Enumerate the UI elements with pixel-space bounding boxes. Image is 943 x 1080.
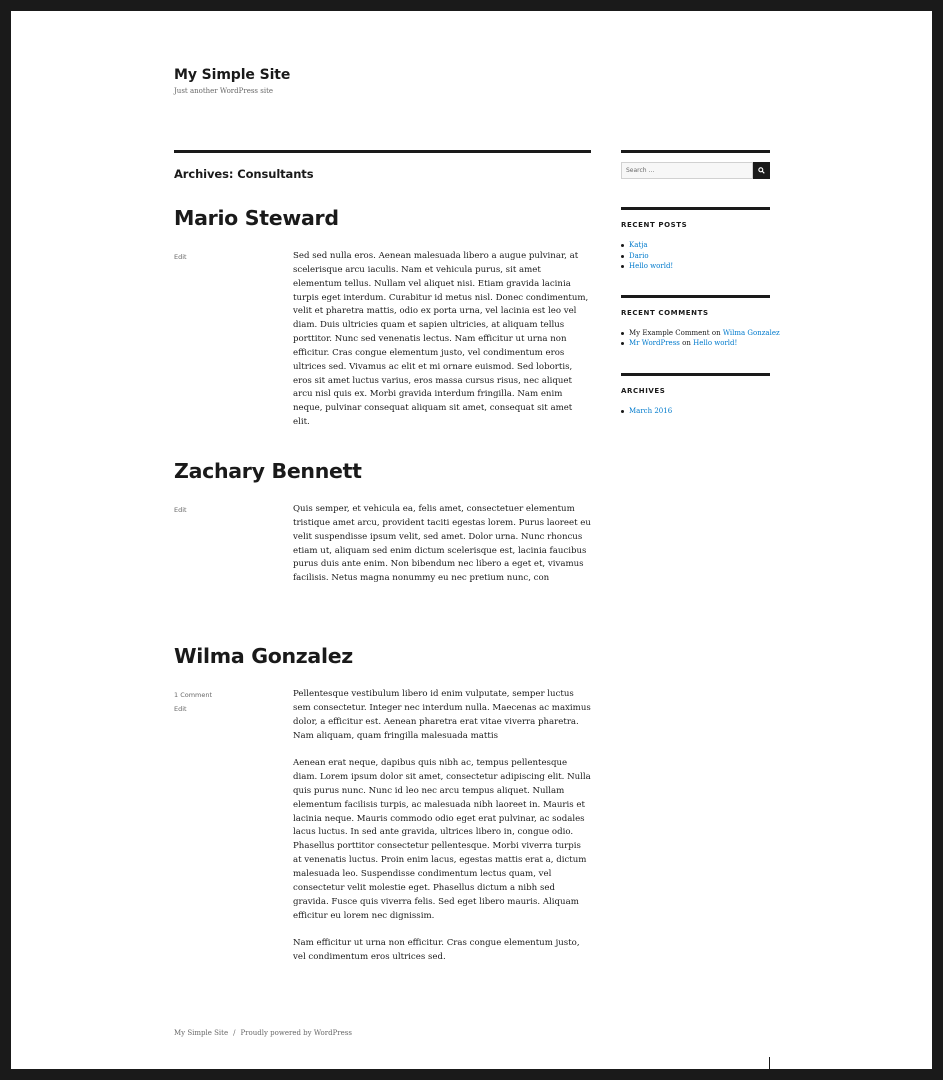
- footer-separator: /: [233, 1029, 236, 1037]
- search-button[interactable]: [753, 162, 770, 179]
- recent-post-link[interactable]: Dario: [629, 251, 649, 260]
- list-item: [621, 251, 770, 262]
- post-title[interactable]: Wilma Gonzalez: [174, 644, 353, 668]
- recent-comments-list: [621, 328, 780, 349]
- edit-link[interactable]: Edit: [174, 253, 187, 261]
- post-meta: [174, 506, 187, 520]
- main-content: [174, 150, 591, 963]
- archives-widget: [621, 373, 770, 417]
- site-description: Just another WordPress site: [174, 87, 274, 95]
- post-paragraph: Nam efficitur ut urna non efficitur. Cras congue elementum justo, vel condimentum eros ultrices sed.: [293, 938, 580, 963]
- edit-link[interactable]: Edit: [174, 705, 187, 713]
- search-widget: [621, 150, 770, 179]
- post-zachary-bennett: [174, 459, 591, 584]
- archive-link[interactable]: March 2016: [629, 406, 673, 415]
- search-form: [621, 162, 770, 179]
- widget-divider: [621, 295, 770, 298]
- post-content: [293, 688, 591, 979]
- recent-post-link[interactable]: Katja: [629, 241, 648, 249]
- site-title[interactable]: My Simple Site: [174, 67, 291, 83]
- recent-comments-widget: [621, 295, 780, 349]
- recent-post-link[interactable]: Hello world!: [629, 262, 674, 270]
- post-paragraph: Sed sed nulla eros. Aenean malesuada libero a augue pulvinar, at scelerisque arcu iaculis. Nam et vehicula purus, sit amet elementum tellus. Nullam vel aliquet nisi. Etiam gravida lacinia turpis eget interdum. Curabitur id metus nisl. Donec condimentum, velit et pharetra mattis, odio ex porta urna, vel lacinia est leo vel diam. Duis ultricies quam et sapien ultricies, at aliquam tellus porttitor. Nunc sed venenatis lectus. Nam efficitur ut urna non efficitur. Cras congue elementum justo, vel condimentum eros ultrices sed. Vivamus ac elit et mi ornare euismod. Sed lobortis, eros sit amet luctus varius, eros massa cursus risus, nec aliquet arcu nisl quis ex. Morbi gravida interdum fringilla. Nam enim neque, pulvinar consequat aliquam sit amet, consequat sit amet elit.: [293, 251, 589, 428]
- comment-author-link[interactable]: Mr WordPress: [629, 339, 680, 347]
- list-item: [621, 240, 770, 251]
- widget-title: RECENT POSTS: [621, 221, 688, 229]
- list-item: [621, 406, 770, 417]
- post-mario-steward: [174, 206, 591, 428]
- widget-title: ARCHIVES: [621, 386, 666, 395]
- list-item: [621, 338, 770, 349]
- sidebar: [621, 150, 780, 416]
- page: [11, 11, 932, 1069]
- comment-author: My Example Comment: [629, 328, 710, 337]
- list-item: [621, 261, 770, 272]
- comment-on: on: [682, 339, 691, 347]
- widget-title: RECENT COMMENTS: [621, 308, 709, 317]
- site-footer: [174, 1029, 352, 1037]
- edit-link[interactable]: Edit: [174, 506, 187, 514]
- post-meta: [174, 691, 212, 719]
- frame-divider: [769, 1057, 770, 1069]
- search-icon: [758, 167, 765, 174]
- search-input[interactable]: Search …: [621, 162, 753, 179]
- comment-on: on: [711, 328, 721, 337]
- footer-powered-by[interactable]: Proudly powered by WordPress: [240, 1029, 352, 1037]
- post-content: [293, 250, 591, 444]
- recent-posts-list: [621, 240, 770, 272]
- footer-site-name[interactable]: My Simple Site: [174, 1029, 229, 1037]
- widget-divider: [621, 150, 770, 153]
- post-title[interactable]: Zachary Bennett: [174, 459, 362, 483]
- post-paragraph: Pellentesque vestibulum libero id enim vulputate, semper luctus sem consectetur. Integer nec interdum nulla. Maecenas ac maximus dolor, a efficitur est. Aenean pharetra erat vitae viverra pharetra. Nam aliquam, quam fringilla malesuada mattis: [293, 689, 591, 741]
- post-paragraph: Quis semper, et vehicula ea, felis amet, consectetuer elementum tristique amet arcu, provident taciti egestas lorem. Purus laoreet eu velit suspendisse ipsum velit, sed amet. Dolor urna. Nunc rhoncus etiam ut, aliquam sed enim dictum scelerisque est, lacinia faucibus purus duis ante enim. Non bibendum nec libero a eget et, vivamus facilisis. Netus magna nonummy eu nec pretium nunc, con: [293, 504, 591, 584]
- post-meta: [174, 253, 187, 267]
- archives-list: [621, 406, 770, 417]
- comment-post-link[interactable]: Wilma Gonzalez: [722, 328, 780, 337]
- post-content: [293, 503, 591, 600]
- recent-posts-widget: [621, 207, 770, 272]
- comments-link[interactable]: 1 Comment: [174, 691, 213, 699]
- post-paragraph: Aenean erat neque, dapibus quis nibh ac, tempus pellentesque diam. Lorem ipsum dolor sit amet, consectetur adipiscing elit. Nulla quis purus nunc. Nunc id leo nec arcu tempus aliquet. Nullam elementum facilisis turpis, ac malesuada nibh laoreet in. Mauris et lacinia neque. Mauris commodo odio eget erat pulvinar, ac sodales lacus luctus. In sed ante gravida, ultrices libero in, congue odio. Phasellus porttitor consectetur pellentesque. Morbi viverra turpis at venenatis luctus. Proin enim lacus, egestas mattis erat a, dictum malesuada leo. Suspendisse condimentum lectus quam, vel consectetur velit molestie eget. Phasellus dictum a nibh sed gravida. Fusce quis viverra felis. Sed eget libero mauris. Aliquam efficitur eu lorem nec dignissim.: [293, 758, 591, 921]
- post-title[interactable]: Mario Steward: [174, 206, 339, 230]
- comment-post-link[interactable]: Hello world!: [693, 339, 738, 347]
- list-item: [621, 328, 780, 339]
- archive-title: Archives: Consultants: [174, 167, 314, 181]
- post-wilma-gonzalez: [174, 644, 591, 963]
- widget-divider: [621, 373, 770, 376]
- widget-divider: [621, 207, 770, 210]
- archive-divider: [174, 150, 591, 153]
